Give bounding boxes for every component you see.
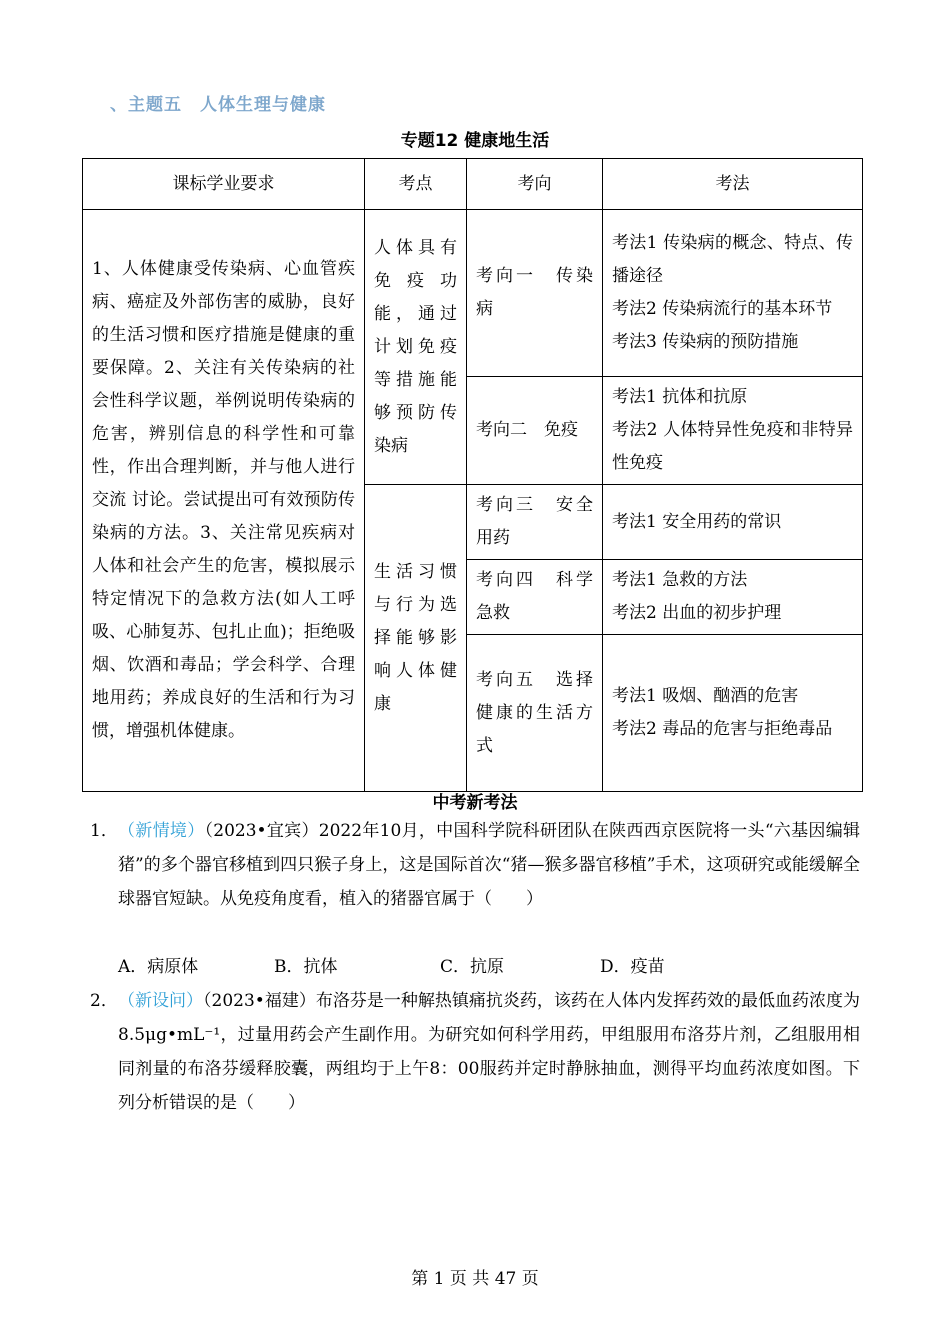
question-tag: （新设问） xyxy=(118,991,204,1011)
question-text: （2023•宜宾）2022年10月，中国科学院科研团队在陕西西京医院将一头“六基因编辑猪”的多个器官移植到四只猴子身上，这是国际首次“猪—猴多器官移植”手术，这项研究或能缓解全球器官短缺。从免疫角度看，植入的猪器官属于（ ） xyxy=(118,821,860,909)
kaoxiang-cell: 考向五 选择健康的生活方式 xyxy=(467,635,603,792)
kaofa-item: 考法1 吸烟、酗酒的危害 xyxy=(612,686,799,706)
kaofa-cell xyxy=(603,485,863,560)
header-kaodian: 考点 xyxy=(365,159,467,210)
header-requirement: 课标学业要求 xyxy=(83,159,365,210)
kaofa-cell xyxy=(603,377,863,485)
option-a[interactable]: A．病原体 xyxy=(118,957,199,977)
kaoxiang-cell: 考向一 传染病 xyxy=(467,210,603,377)
kaofa-item: 考法1 安全用药的常识 xyxy=(612,511,782,532)
header-kaoxiang: 考向 xyxy=(467,159,603,210)
table-row xyxy=(83,210,863,377)
topic-title: 专题12 健康地生活 xyxy=(400,131,550,151)
kaofa-item: 考法1 抗体和抗原 xyxy=(612,387,748,407)
kaofa-item: 考法2 人体特异性免疫和非特异性免疫 xyxy=(612,420,853,473)
kaofa-item: 考法3 传染病的预防措施 xyxy=(612,332,799,352)
option-c[interactable]: C．抗原 xyxy=(440,957,505,977)
question-number: 1． xyxy=(90,821,118,841)
kaofa-cell xyxy=(603,635,863,792)
header-kaofa: 考法 xyxy=(603,159,863,210)
kaofa-item: 考法1 传染病的概念、特点、传播途径 xyxy=(612,233,853,286)
option-b[interactable]: B．抗体 xyxy=(274,957,338,977)
kaoxiang-cell: 考向三 安全用药 xyxy=(467,485,603,560)
kaofa-item: 考法2 毒品的危害与拒绝毒品 xyxy=(612,719,833,739)
question-tag: （新情境） xyxy=(118,821,205,841)
kaofa-item: 考法2 传染病流行的基本环节 xyxy=(612,299,833,319)
question-text: （2023•福建）布洛芬是一种解热镇痛抗炎药，该药在人体内发挥药效的最低血药浓度为8.5μg•mL⁻¹，过量用药会产生副作用。为研究如何科学用药，甲组服用布洛芬片剂，乙组服用相同剂量的布洛芬缓释胶囊，两组均于上午8：00服药并定时静脉抽血，测得平均血药浓度如图。下列分析错误的是（ ） xyxy=(118,991,860,1113)
question-1-options xyxy=(118,950,858,984)
question-number: 2． xyxy=(90,991,118,1011)
requirement-cell: 1、人体健康受传染病、心血管疾病、癌症及外部伤害的威胁，良好的生活习惯和医疗措施是健康的重要保障。2、关注有关传染病的社会性科学议题，举例说明传染病的危害，辨别信息的科学性和可靠性，作出合理判断，并与他人进行交流 讨论。尝试提出可有效预防传染病的方法。3、关注常见疾病对人体和社会产生的危害，模拟展示特定情况下的急救方法(如人工呼吸、心肺复苏、包扎止血)；拒绝吸烟、饮酒和毒品；学会科学、合理地用药；养成良好的生活和行为习惯，增强机体健康。 xyxy=(83,210,365,792)
kaoxiang-cell: 考向二 免疫 xyxy=(467,377,603,485)
kaodian-cell-1: 人体具有免疫功能，通过计划免疫等措施能够预防传染病 xyxy=(365,210,467,485)
kaofa-cell xyxy=(603,560,863,635)
question-2 xyxy=(90,984,860,1120)
question-body xyxy=(118,814,860,916)
kaodian-cell-2: 生活习惯与行为选择能够影响人体健康 xyxy=(365,485,467,792)
kaoxiang-cell: 考向四 科学急救 xyxy=(467,560,603,635)
kaofa-item: 考法1 急救的方法 xyxy=(612,570,748,590)
question-body xyxy=(118,984,860,1120)
table-header-row xyxy=(83,159,863,210)
kaofa-cell xyxy=(603,210,863,377)
syllabus-table xyxy=(82,158,863,792)
kaofa-item: 考法2 出血的初步护理 xyxy=(612,603,782,623)
option-d[interactable]: D．疫苗 xyxy=(600,957,665,977)
section-subtitle: 中考新考法 xyxy=(432,793,518,813)
page-footer: 第 1 页 共 47 页 xyxy=(411,1269,539,1289)
section-heading: 、主题五 人体生理与健康 xyxy=(110,95,326,115)
question-1 xyxy=(90,814,860,916)
